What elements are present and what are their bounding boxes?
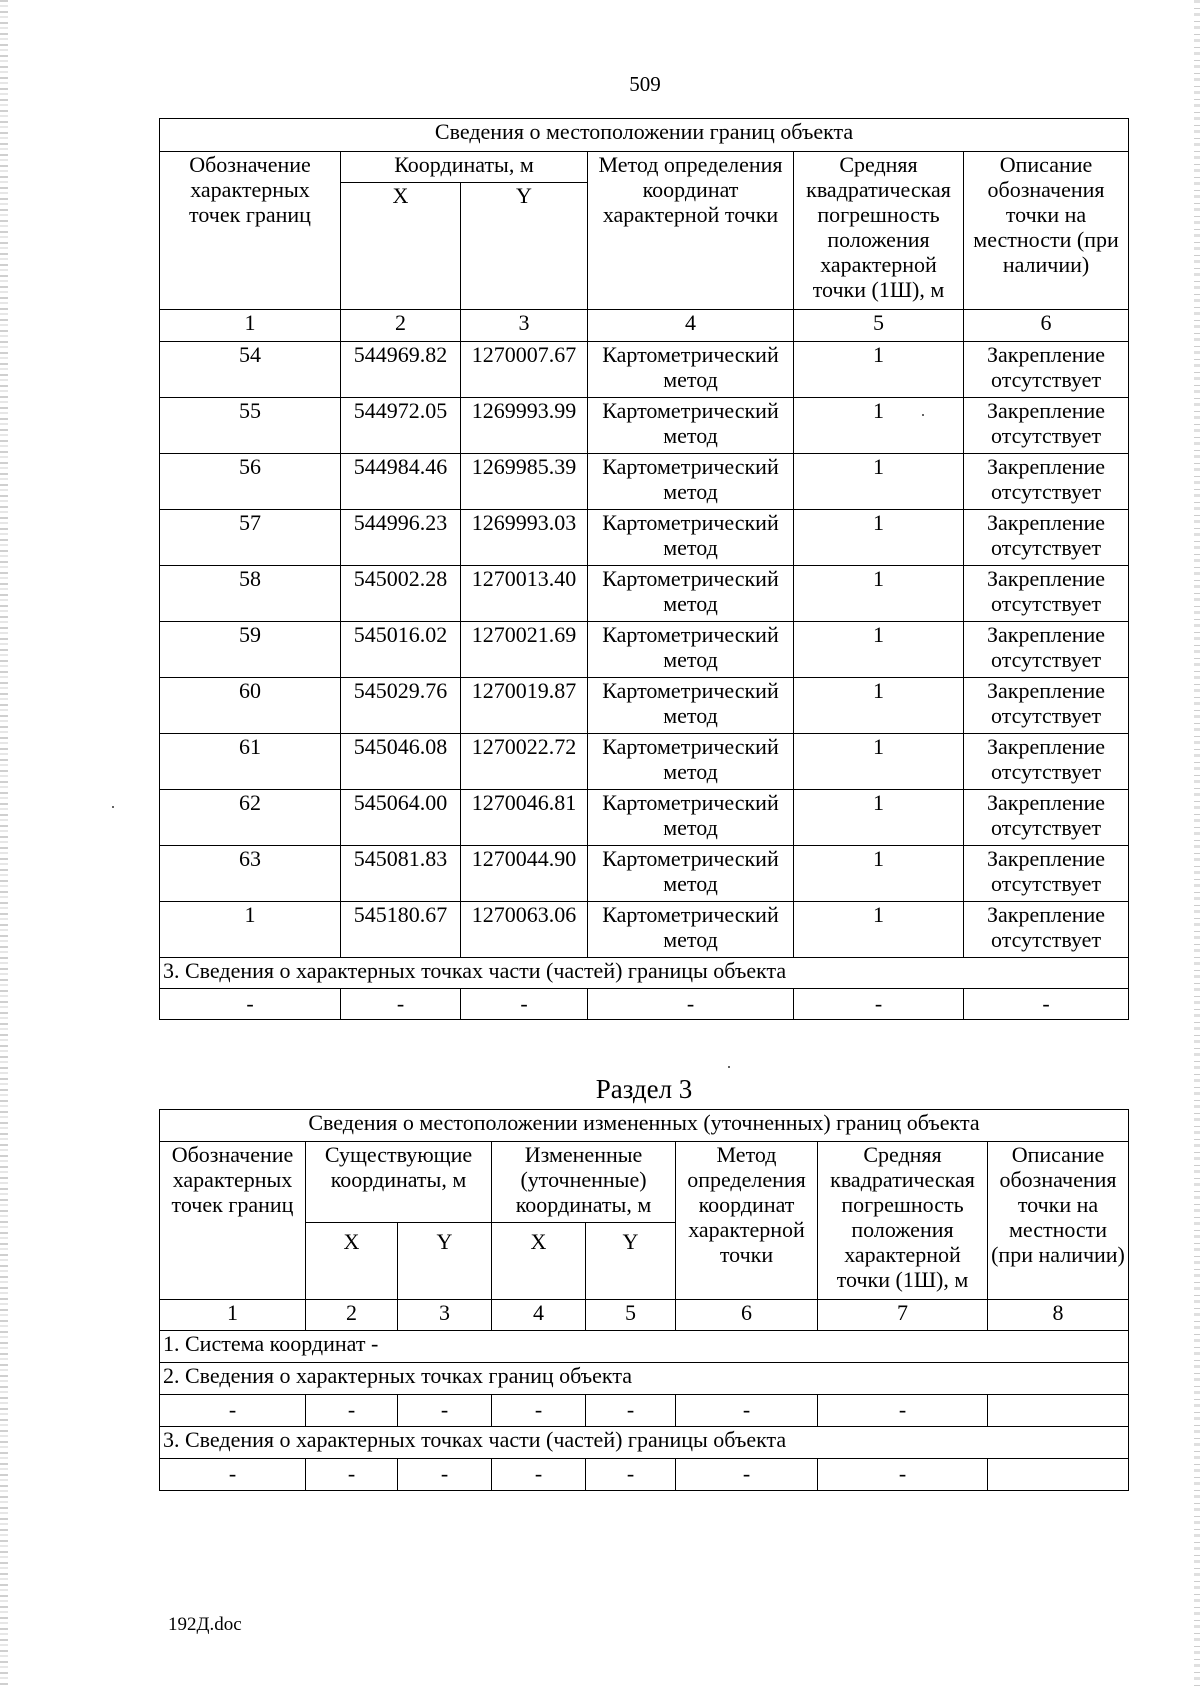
table-row xyxy=(160,566,1129,622)
cell-description: Закрепление отсутствует xyxy=(964,622,1129,678)
col-number: 1 xyxy=(160,310,341,342)
header-x: X xyxy=(306,1223,398,1300)
cell-y: 1269993.03 xyxy=(461,510,588,566)
header-y: Y xyxy=(398,1223,492,1300)
table-row xyxy=(160,398,1129,454)
cell-y: 1270022.72 xyxy=(461,734,588,790)
cell-x: 544972.05 xyxy=(341,398,461,454)
col-number: 7 xyxy=(818,1300,988,1331)
cell-description: Закрепление отсутствует xyxy=(964,678,1129,734)
cell-x: 544996.23 xyxy=(341,510,461,566)
cell-y: 1270046.81 xyxy=(461,790,588,846)
cell-method: Картометрический метод xyxy=(588,622,794,678)
cell-y: 1270044.90 xyxy=(461,846,588,902)
header-y: Y xyxy=(586,1223,676,1300)
section-heading: 3. Сведения о характерных точках части (частей) границы объекта xyxy=(160,1427,1129,1459)
scan-speck xyxy=(728,1066,730,1068)
header-error: Средняя квадратическая погрешность положения характерной точки (1Ш), м xyxy=(794,152,964,310)
footer-filename: 192Д.doc xyxy=(168,1614,242,1635)
cell-description: Закрепление отсутствует xyxy=(964,566,1129,622)
table-title: Сведения о местоположении границ объекта xyxy=(160,119,1129,152)
empty-cell: - xyxy=(306,1395,398,1427)
empty-cell: - xyxy=(306,1459,398,1491)
cell-point: 55 xyxy=(160,398,341,454)
cell-x: 544984.46 xyxy=(341,454,461,510)
header-changed-coords: Измененные (уточненные) координаты, м xyxy=(492,1142,676,1223)
cell-description: Закрепление отсутствует xyxy=(964,846,1129,902)
cell-description: Закрепление отсутствует xyxy=(964,454,1129,510)
cell-description: Закрепление отсутствует xyxy=(964,398,1129,454)
cell-y: 1270013.40 xyxy=(461,566,588,622)
coordinate-system-heading: 1. Система координат - xyxy=(160,1331,1129,1363)
header-method: Метод определения координат характерной точки xyxy=(588,152,794,310)
empty-cell: - xyxy=(588,989,794,1020)
empty-cell: - xyxy=(398,1459,492,1491)
table-row xyxy=(160,790,1129,846)
cell-y: 1270019.87 xyxy=(461,678,588,734)
cell-x: 544969.82 xyxy=(341,342,461,398)
header-point: Обозначение характерных точек границ xyxy=(160,152,341,310)
cell-error: 1 xyxy=(794,510,964,566)
header-coords: Координаты, м xyxy=(341,152,588,183)
empty-cell: - xyxy=(586,1459,676,1491)
empty-cell: - xyxy=(461,989,588,1020)
cell-x: 545002.28 xyxy=(341,566,461,622)
boundary-points-table xyxy=(159,118,1129,1020)
col-number: 4 xyxy=(588,310,794,342)
header-method: Метод определения координат характерной точки xyxy=(676,1142,818,1300)
empty-cell: - xyxy=(341,989,461,1020)
table-row xyxy=(160,678,1129,734)
cell-point: 60 xyxy=(160,678,341,734)
cell-x: 545081.83 xyxy=(341,846,461,902)
scan-edge-right xyxy=(1194,0,1200,1686)
col-number: 3 xyxy=(461,310,588,342)
header-description: Описание обозначения точки на местности (при наличии) xyxy=(988,1142,1129,1300)
changed-boundary-table xyxy=(159,1109,1129,1491)
empty-cell: - xyxy=(160,1459,306,1491)
cell-error: 1 xyxy=(794,790,964,846)
empty-cell: - xyxy=(676,1395,818,1427)
table-row xyxy=(160,734,1129,790)
table-row xyxy=(160,902,1129,958)
cell-error: 1 xyxy=(794,622,964,678)
cell-method: Картометрический метод xyxy=(588,510,794,566)
cell-point: 57 xyxy=(160,510,341,566)
scan-speck xyxy=(922,414,924,416)
empty-cell: - xyxy=(818,1459,988,1491)
col-number: 8 xyxy=(988,1300,1129,1331)
cell-y: 1269993.99 xyxy=(461,398,588,454)
cell-method: Картометрический метод xyxy=(588,734,794,790)
empty-cell: - xyxy=(492,1459,586,1491)
cell-description: Закрепление отсутствует xyxy=(964,510,1129,566)
header-existing-coords: Существующие координаты, м xyxy=(306,1142,492,1223)
empty-cell: - xyxy=(964,989,1129,1020)
empty-cell xyxy=(988,1395,1129,1427)
cell-description: Закрепление отсутствует xyxy=(964,734,1129,790)
cell-x: 545016.02 xyxy=(341,622,461,678)
empty-cell: - xyxy=(586,1395,676,1427)
cell-point: 61 xyxy=(160,734,341,790)
cell-error: 1 xyxy=(794,902,964,958)
header-description: Описание обозначения точки на местности (при наличии) xyxy=(964,152,1129,310)
cell-method: Картометрический метод xyxy=(588,790,794,846)
col-number: 3 xyxy=(398,1300,492,1331)
section-title: Раздел 3 xyxy=(595,1074,693,1104)
empty-cell: - xyxy=(160,1395,306,1427)
cell-error: 1 xyxy=(794,454,964,510)
table-row xyxy=(160,510,1129,566)
cell-y: 1270063.06 xyxy=(461,902,588,958)
col-number: 5 xyxy=(586,1300,676,1331)
empty-cell: - xyxy=(160,989,341,1020)
header-y: Y xyxy=(461,183,588,310)
cell-method: Картометрический метод xyxy=(588,342,794,398)
table-row xyxy=(160,846,1129,902)
header-point: Обозначение характерных точек границ xyxy=(160,1142,306,1300)
header-error: Средняя квадратическая погрешность положения характерной точки (1Ш), м xyxy=(818,1142,988,1300)
cell-x: 545029.76 xyxy=(341,678,461,734)
col-number: 4 xyxy=(492,1300,586,1331)
empty-cell: - xyxy=(794,989,964,1020)
empty-cell xyxy=(988,1459,1129,1491)
cell-error: 1 xyxy=(794,566,964,622)
header-x: X xyxy=(492,1223,586,1300)
cell-method: Картометрический метод xyxy=(588,678,794,734)
empty-cell: - xyxy=(818,1395,988,1427)
table-row xyxy=(160,454,1129,510)
section-heading: 3. Сведения о характерных точках части (частей) границы объекта xyxy=(160,958,1129,989)
scan-edge-left xyxy=(0,0,8,1686)
cell-point: 58 xyxy=(160,566,341,622)
page-number: 509 xyxy=(629,72,661,96)
cell-error: 1 xyxy=(794,678,964,734)
cell-x: 545180.67 xyxy=(341,902,461,958)
empty-cell: - xyxy=(492,1395,586,1427)
cell-y: 1270007.67 xyxy=(461,342,588,398)
scan-speck xyxy=(112,806,114,808)
cell-description: Закрепление отсутствует xyxy=(964,342,1129,398)
cell-error: 1 xyxy=(794,342,964,398)
cell-method: Картометрический метод xyxy=(588,454,794,510)
col-number: 6 xyxy=(676,1300,818,1331)
section-heading: 2. Сведения о характерных точках границ объекта xyxy=(160,1363,1129,1395)
empty-cell: - xyxy=(676,1459,818,1491)
cell-error: 1 xyxy=(794,398,964,454)
table-row xyxy=(160,342,1129,398)
cell-error: 1 xyxy=(794,846,964,902)
col-number: 2 xyxy=(341,310,461,342)
cell-method: Картометрический метод xyxy=(588,902,794,958)
cell-method: Картометрический метод xyxy=(588,846,794,902)
cell-point: 54 xyxy=(160,342,341,398)
header-x: X xyxy=(341,183,461,310)
col-number: 1 xyxy=(160,1300,306,1331)
cell-y: 1269985.39 xyxy=(461,454,588,510)
col-number: 5 xyxy=(794,310,964,342)
empty-cell: - xyxy=(398,1395,492,1427)
cell-description: Закрепление отсутствует xyxy=(964,902,1129,958)
cell-point: 56 xyxy=(160,454,341,510)
cell-error: 1 xyxy=(794,734,964,790)
cell-point: 62 xyxy=(160,790,341,846)
col-number: 2 xyxy=(306,1300,398,1331)
cell-y: 1270021.69 xyxy=(461,622,588,678)
cell-description: Закрепление отсутствует xyxy=(964,790,1129,846)
cell-x: 545046.08 xyxy=(341,734,461,790)
cell-point: 1 xyxy=(160,902,341,958)
col-number: 6 xyxy=(964,310,1129,342)
cell-point: 59 xyxy=(160,622,341,678)
cell-method: Картометрический метод xyxy=(588,398,794,454)
cell-x: 545064.00 xyxy=(341,790,461,846)
cell-method: Картометрический метод xyxy=(588,566,794,622)
cell-point: 63 xyxy=(160,846,341,902)
table-title: Сведения о местоположении измененных (уточненных) границ объекта xyxy=(160,1110,1129,1142)
table-row xyxy=(160,622,1129,678)
